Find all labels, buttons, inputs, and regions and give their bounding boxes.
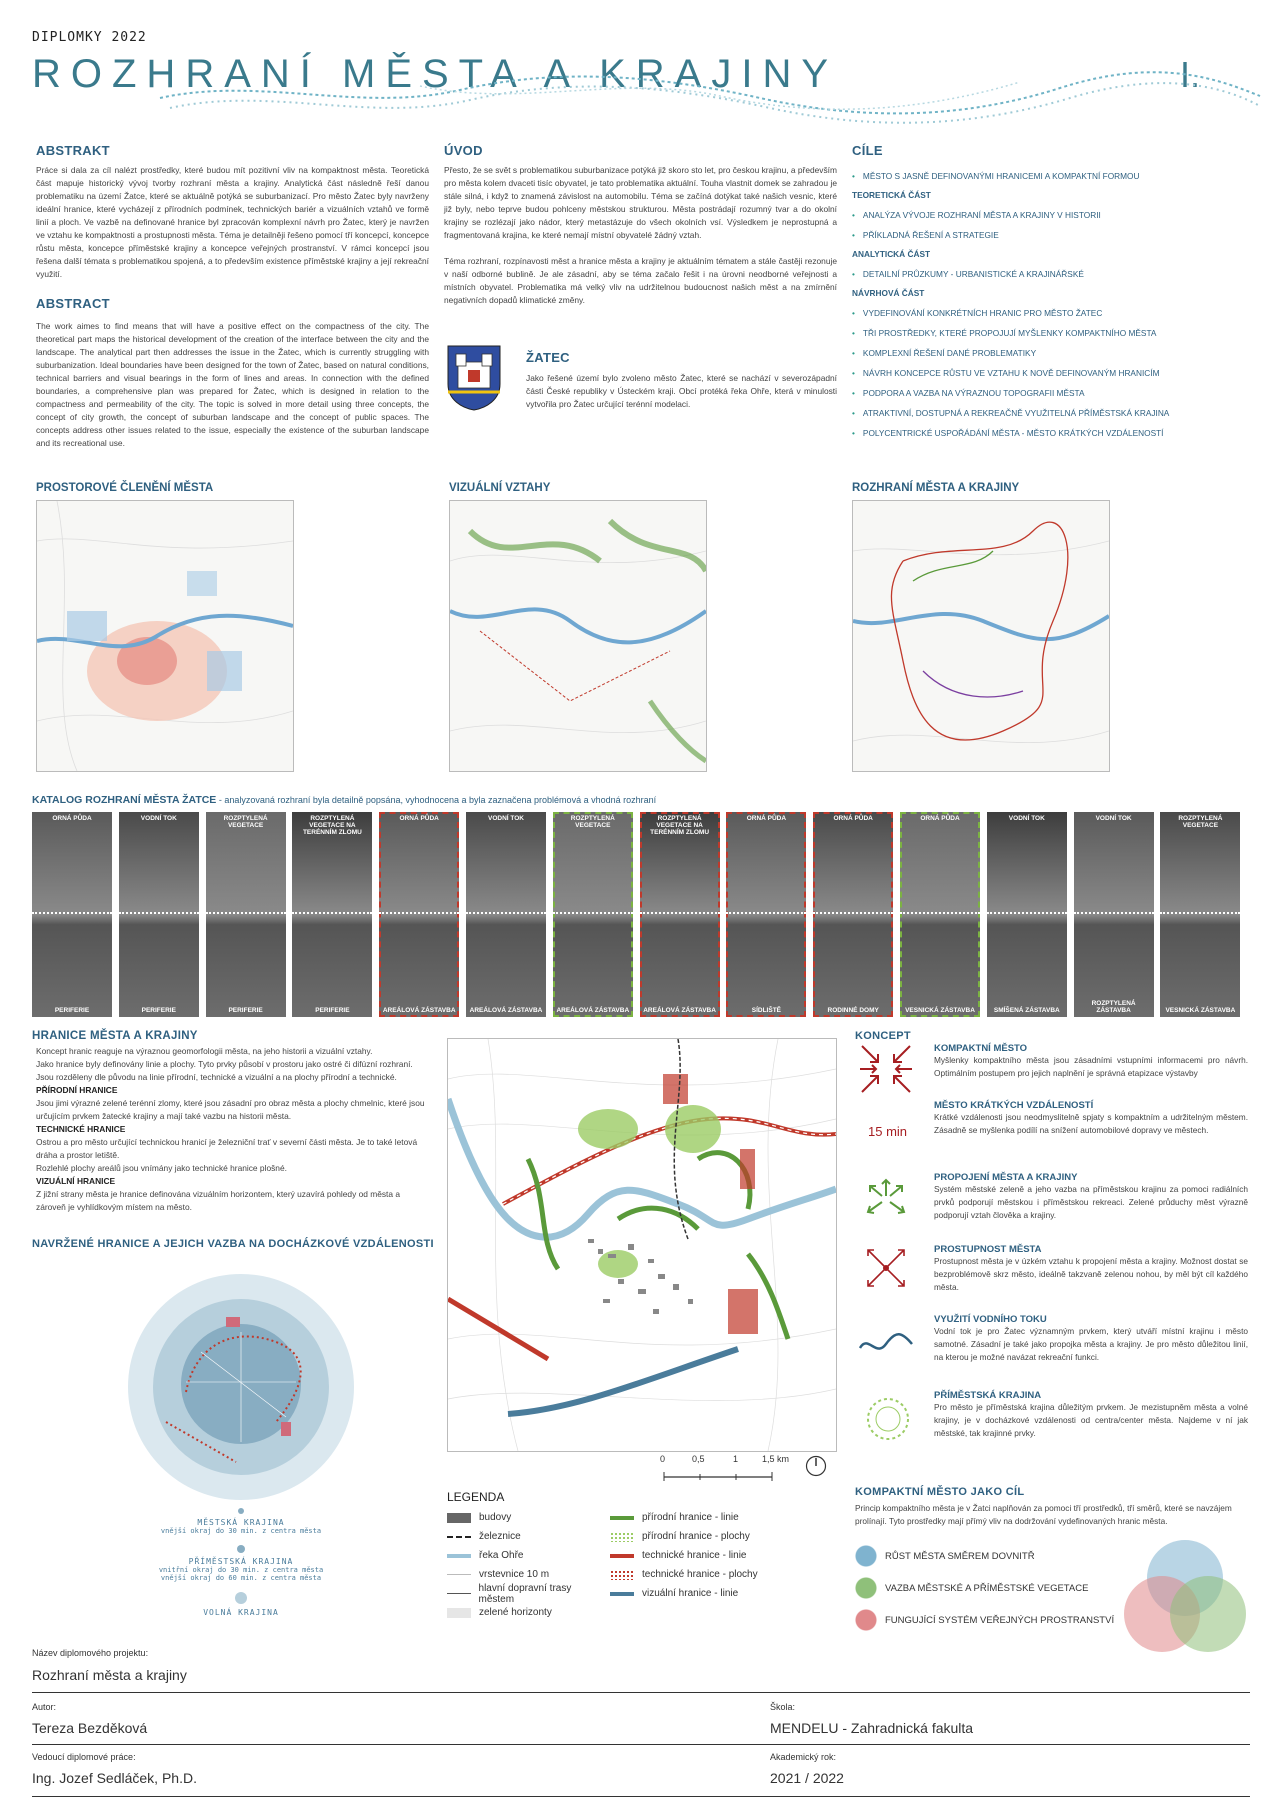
tile-boundary-line [1074, 912, 1154, 914]
tile-boundary-line [292, 912, 372, 914]
katalog-subtitle: - analyzovaná rozhraní byla detailně popsána, vyhodnocena a byla zaznačena problémová a vhodná rozhraní [216, 795, 657, 805]
walking-distance-circles [126, 1272, 356, 1502]
north-arrow-icon [805, 1455, 827, 1477]
river-swatch [447, 1554, 471, 1558]
cile-item: • ATRAKTIVNÍ, DOSTUPNÁ A REKREAČNĚ VYUŽITELNÁ PŘÍMĚSTSKÁ KRAJINA [852, 408, 1170, 418]
tile-boundary-line [1160, 912, 1240, 914]
natural-line-swatch [610, 1516, 634, 1520]
tile-bottom-label: PERIFERIE [54, 1007, 90, 1014]
permeability-icon [862, 1244, 910, 1292]
katalog-tile [292, 812, 372, 1017]
scale-05: 0,5 [692, 1454, 705, 1464]
kompakt-pills [855, 1545, 1115, 1631]
footer-author-value: Tereza Bezděková [32, 1720, 148, 1736]
hranice-heading: HRANICE MĚSTA A KRAJINY [32, 1030, 198, 1042]
header-wave-decoration [0, 68, 1280, 128]
katalog-tile [119, 812, 199, 1017]
tile-boundary-line [900, 912, 980, 914]
scale-15: 1,5 km [762, 1454, 790, 1464]
footer-divider [32, 1744, 1250, 1745]
tile-boundary-line [32, 912, 112, 914]
tile-top-label: ROZPTYLENÁ VEGETACE [1178, 815, 1223, 829]
kompakt-heading: KOMPAKTNÍ MĚSTO JAKO CÍL [855, 1486, 1025, 1498]
map-prostorove-cleneni [36, 500, 294, 772]
katalog-tile [379, 812, 459, 1017]
abstrakt-text: Práce si dala za cíl nalézt prostředky, které budou mít pozitivní vliv na kompaktnost města. Teoretická část mapuje historický vývoj tvorby rozhraní města a krajiny. Analytická část následně řeší danou problematiku na území Žatce, které se aktuálně potýká se suburbanizací. Pro město Žatec byly navrženy ideální hranice, které vycházejí z přírodních podmínek, technických bariér a vizuálních vztahů ve formě linií a ploch. Ve vazbě na definované hranice byl zpracován komplexní návrh pro Žatec, který je navržen ve vztahu ke kompaktnosti a prostupnosti města. Téma je detailněji řešeno pomocí tří koncepcí, koncepce růstu města, koncepce příměstské krajiny a koncepce veřejných prostranství. V rámci koncepcí jsou řešena další témata s problematikou spojená, a to především existence příměstské krajiny a její rekreační využití. [36, 165, 429, 279]
tile-bottom-label: AREÁLOVÁ ZÁSTAVBA [643, 1007, 716, 1014]
cile-item: • TŘI PROSTŘEDKY, KTERÉ PROPOJUJÍ MYŠLENKY KOMPAKTNÍHO MĚSTA [852, 328, 1157, 338]
katalog-title: KATALOG ROZHRANÍ MĚSTA ŽATCE [32, 794, 217, 806]
cile-section: TEORETICKÁ ČÁST [852, 190, 931, 200]
series-label: DIPLOMKY 2022 [32, 30, 147, 45]
katalog-tile [206, 812, 286, 1017]
tile-boundary-line [726, 912, 806, 914]
circles-legend: MĚSTSKÁ KRAJINA vnější okraj do 30 min. z centra města PŘÍMĚSTSKÁ KRAJINA vnitřní okraj do 30 min. z centra města vnější okraj do 60 min. z centra města VOLNÁ KRAJINA [126, 1508, 356, 1617]
tile-bottom-label: PERIFERIE [141, 1007, 176, 1014]
part-number: I. [1180, 54, 1201, 95]
koncept-item: PROSTUPNOST MĚSTA Prostupnost města je v úzkém vztahu k propojení města a krajiny. Možnost dostat se bezproblémově skrz město, ideálně takzvaně zelenou nohou, by měl být cíl každého města. [934, 1244, 1248, 1292]
katalog-tile [640, 812, 720, 1017]
legenda-left: budovy železnice řeka Ohře vrstevnice 10 m hlavní dopravní trasy městem zelené horizonty [447, 1508, 607, 1622]
katalog-tile [466, 812, 546, 1017]
tile-top-label: ROZPTYLENÁ VEGETACE [570, 815, 615, 829]
visual-line-swatch [610, 1592, 634, 1596]
cile-item: • PODPORA A VAZBA NA VÝRAZNOU TOPOGRAFII MĚSTA [852, 388, 1085, 398]
building-swatch [447, 1513, 471, 1523]
map3-heading: ROZHRANÍ MĚSTA A KRAJINY [852, 482, 1020, 494]
footer-divider [32, 1796, 1250, 1797]
cile-section: ANALYTICKÁ ČÁST [852, 249, 931, 259]
tile-bottom-label: AREÁLOVÁ ZÁSTAVBA [382, 1007, 456, 1014]
tile-top-label: ORNÁ PŮDA [746, 815, 787, 822]
zatec-heading: ŽATEC [526, 350, 570, 365]
tile-boundary-line [553, 912, 633, 914]
contour-swatch [447, 1574, 471, 1575]
cile-list [852, 166, 1252, 443]
katalog-heading [32, 794, 656, 806]
cile-item: • NÁVRH KONCEPCE RŮSTU VE VZTAHU K NOVĚ DEFINOVANÝM HRANICÍM [852, 368, 1160, 378]
tile-bottom-label: SÍDLIŠTĚ [751, 1007, 782, 1014]
scale-1: 1 [733, 1454, 739, 1464]
tile-boundary-line [987, 912, 1067, 914]
map-rozhrani [852, 500, 1110, 772]
map-hranice [447, 1038, 837, 1452]
tile-bottom-label: PERIFERIE [315, 1007, 350, 1014]
cile-item: • ANALÝZA VÝVOJE ROZHRANÍ MĚSTA A KRAJINY V HISTORII [852, 210, 1101, 220]
uvod-heading: ÚVOD [444, 143, 483, 158]
technical-line-swatch [610, 1554, 634, 1558]
abstract-text: The work aimes to find means that will have a positive effect on the compactness of the city. The theoretical part maps the historical development of the creation of the interface between the city and the landscape. The analytical part then addresses the issue in the Žatec, which is currently struggling with suburbanization. Ideal boundaries have been designed for the town of Žatec, based on natural conditions, technical barriers and visual bearings in the form of lines and areas. In connection with the defined boundaries, a comprehensive plan was prepared for Žatec, which is designed in relation to the compactness and permeability of the city. The topic is solved in more detail using three concepts, the concept of city growth, the concept of suburban landscape and the concept of public spaces. The concepts address other issues related to the issue, especially the existence of the suburban landscape and its recreational use. [36, 321, 429, 448]
tile-bottom-label: AREÁLOVÁ ZÁSTAVBA [469, 1007, 543, 1014]
pill-label: RŮST MĚSTA SMĚREM DOVNITŘ [885, 1550, 1035, 1562]
tile-bottom-label: SMÍŠENÁ ZÁSTAVBA [993, 1007, 1060, 1014]
map2-heading: VIZUÁLNÍ VZTAHY [449, 482, 551, 494]
tile-top-label: VODNÍ TOK [1095, 815, 1132, 822]
tile-top-label: ROZPTYLENÁ VEGETACE NA TERÉNNÍM ZLOMU [302, 815, 362, 836]
cile-item: • DETAILNÍ PRŮZKUMY - URBANISTICKÉ A KRAJINÁŘSKÉ [852, 269, 1084, 279]
tile-boundary-line [640, 912, 720, 914]
tile-top-label: ORNÁ PŮDA [833, 815, 873, 822]
footer-school-value: MENDELU - Zahradnická fakulta [770, 1720, 974, 1736]
abstract-heading: ABSTRACT [36, 296, 110, 311]
katalog-tile [1074, 812, 1154, 1017]
tile-bottom-label: VESNICKÁ ZÁSTAVBA [905, 1007, 975, 1014]
hranice-text: Koncept hranic reaguje na výraznou geomorfologii města, na jeho historii a vizuální vztahy. Jako hranice byly definovány linie a plochy. Tyto prvky působí v prostoru jako ostré či difúzní rozhraní. Jsou rozděleny dle původu na linie přírodní, technické a vizuální a na plochy přírodní a technické. PŘÍRODNÍ HRANICE Jsou jimi výrazné zelené terénní zlomy, které jsou zásadní pro obraz města a plochy chmelnic, které jsou určujícím prvkem žatecké krajiny a mají také vazbu na historii města. TECHNICKÉ HRANICE Ostrou a pro město určující technickou hranicí je železniční trať v severní části města. Je to také letová dráha a prostor letiště. Rozlehlé plochy areálů jsou vnímány jako technické hranice plošné. VIZUÁLNÍ HRANICE Z jižní strany města je hranice definována vizuálním horizontem, který uzavírá pohledy od města a zároveň je vyhlídkovým místem na město. [36, 1046, 425, 1212]
venn-diagram [1110, 1530, 1260, 1660]
tile-bottom-label: ROZPTYLENÁ ZÁSTAVBA [1091, 1000, 1136, 1014]
koncept-item: PROPOJENÍ MĚSTA A KRAJINY Systém městské zeleně a jeho vazba na příměstskou krajinu za pomoci radiálních prvků podporují městskou i příměstskou rekreaci. Zelené průduchy měst výrazně podporují vztah člověka a krajiny. [934, 1172, 1248, 1220]
abstrakt-heading: ABSTRAKT [36, 143, 110, 158]
rail-swatch [447, 1536, 471, 1538]
tile-boundary-line [379, 912, 459, 914]
footer-divider [32, 1692, 1250, 1693]
map1-heading: PROSTOROVÉ ČLENĚNÍ MĚSTA [36, 482, 214, 494]
legenda-right: přírodní hranice - linie přírodní hranice - plochy technické hranice - linie technické hranice - plochy vizuální hranice - linie [610, 1508, 830, 1603]
tile-top-label: ORNÁ PŮDA [399, 815, 439, 822]
suburban-landscape-icon [864, 1395, 912, 1443]
horizon-swatch [447, 1608, 471, 1618]
cile-item: • MĚSTO S JASNĚ DEFINOVANÝMI HRANICEMI A KOMPAKTNÍ FORMOU [852, 171, 1140, 181]
katalog-tile [726, 812, 806, 1017]
cile-heading: CÍLE [852, 143, 883, 158]
map-vizualni-vztahy [449, 500, 707, 772]
technical-area-swatch [610, 1570, 634, 1580]
tile-top-label: ROZPTYLENÁ VEGETACE NA TERÉNNÍM ZLOMU [650, 815, 710, 836]
tile-boundary-line [119, 912, 199, 914]
footer-lead-label: Vedoucí diplomové práce: [32, 1752, 136, 1762]
road-swatch [447, 1593, 471, 1594]
katalog-tile [813, 812, 893, 1017]
tile-top-label: ORNÁ PŮDA [920, 815, 960, 822]
connection-arrows-icon [862, 1176, 910, 1224]
tile-bottom-label: AREÁLOVÁ ZÁSTAVBA [556, 1007, 630, 1014]
natural-area-swatch [610, 1532, 634, 1542]
cile-section: NÁVRHOVÁ ČÁST [852, 288, 925, 298]
koncept-item: PŘÍMĚSTSKÁ KRAJINA Pro město je příměstská krajina důležitým prvkem. Je mezistupněm města a volné krajiny, je v docházkové vzdálenosti od centra/center města. Najdeme v ní jak městské, tak krajinné prvky. [934, 1390, 1248, 1438]
koncept-heading: KONCEPT [855, 1030, 911, 1042]
pill-label: VAZBA MĚSTSKÉ A PŘÍMĚSTSKÉ VEGETACE [885, 1582, 1089, 1594]
footer-year-value: 2021 / 2022 [770, 1770, 844, 1786]
cile-item: • PŘÍKLADNÁ ŘEŠENÍ A STRATEGIE [852, 230, 999, 240]
tile-bottom-label: VESNICKÁ ZÁSTAVBA [1165, 1007, 1236, 1014]
tile-bottom-label: RODINNÉ DOMY [827, 1007, 879, 1014]
cile-item: • POLYCENTRICKÉ USPOŘÁDÁNÍ MĚSTA - MĚSTO KRÁTKÝCH VZDÁLENOSTÍ [852, 428, 1164, 438]
scale-bar [660, 1468, 790, 1486]
tile-boundary-line [813, 912, 893, 914]
footer-year-label: Akademický rok: [770, 1752, 837, 1762]
tile-top-label: ORNÁ PŮDA [52, 815, 92, 822]
tile-top-label: ROZPTYLENÁ VEGETACE [223, 815, 268, 829]
compact-city-icon [858, 1042, 914, 1096]
cile-item: • KOMPLEXNÍ ŘEŠENÍ DANÉ PROBLEMATIKY [852, 348, 1037, 358]
footer-author-label: Autor: [32, 1702, 57, 1712]
legenda-heading: LEGENDA [447, 1490, 505, 1504]
uvod-paragraph-1: Přesto, že se svět s problematikou suburbanizace potýká již skoro sto let, pro českou krajinu, a především pro města kolem dvaceti tisíc obyvatel, je tato problematika aktuální. Touha vlastnit domek se zahradou je stále silná, i když to znamená závislost na automobilu. Téma se začíná dotýkat také našich vesnic, které již byly, nebo teprve budou pohlceny městskou strukturou. Města postrádají rozumný tvar a do okolní krajiny se rozlézají jako nádor, který metastázuje do všech okolních vsí. Výsledkem je neprostupná a fragmentovaná krajina, ke které nemají místní obyvatelé žádný vztah. [444, 165, 837, 240]
footer-name-label: Název diplomového projektu: [32, 1648, 149, 1658]
kompakt-text: Princip kompaktního města je v Žatci naplňován za pomoci tří prostředků, tří směrů, které se navzájem prolínají. Tyto prostředky mají přímý vliv na dodržování vydefinovaných hranic města. [855, 1503, 1232, 1526]
koncept-item: VYUŽITÍ VODNÍHO TOKU Vodní tok je pro Žatec významným prvkem, který utváří místní krajinu i město samotné. Zásadní je také jako propojka města a krajiny. Je pro město důležitou linií, na kterou je možné navázat rekreační funkci. [934, 1314, 1248, 1362]
tile-boundary-line [466, 912, 546, 914]
uvod-paragraph-2: Téma rozhraní, rozpínavosti měst a hranice města a krajiny je aktuálním tématem a stále častěji rezonuje v naší odborné bublině. Je ale zásadní, aby se téma začalo řešit i na úrovni neodborné veřejnosti a místních obyvatel. Problematika má velký vliv na udržitelnou budoucnost našich měst a na zmírnění negativních dopadů klimatické změny. [444, 256, 837, 305]
tile-boundary-line [206, 912, 286, 914]
circles-heading: NAVRŽENÉ HRANICE A JEJICH VAZBA NA DOCHÁZKOVÉ VZDÁLENOSTI [32, 1238, 434, 1250]
fifteen-min-badge: 15 min [868, 1124, 908, 1139]
scale-0: 0 [660, 1454, 666, 1464]
cile-item: • VYDEFINOVÁNÍ KONKRÉTNÍCH HRANIC PRO MĚSTO ŽATEC [852, 308, 1103, 318]
katalog-tile [1160, 812, 1240, 1017]
tile-top-label: VODNÍ TOK [1008, 815, 1045, 822]
footer-name-value: Rozhraní města a krajiny [32, 1667, 187, 1683]
footer-lead-value: Ing. Jozef Sedláček, Ph.D. [32, 1770, 197, 1786]
water-icon [858, 1330, 914, 1360]
tile-bottom-label: PERIFERIE [228, 1007, 263, 1014]
pill-label: FUNGUJÍCÍ SYSTÉM VEŘEJNÝCH PROSTRANSTVÍ [885, 1614, 1115, 1626]
page-title: ROZHRANÍ MĚSTA A KRAJINY [32, 52, 839, 96]
katalog-tile [987, 812, 1067, 1017]
zatec-coat-of-arms [446, 344, 502, 412]
tile-top-label: VODNÍ TOK [488, 815, 524, 822]
zatec-text: Jako řešené území bylo zvoleno město Žatec, které se nachází v severozápadní části České republiky v Ústeckém kraji. Obcí protéká řeka Ohře, která v minulosti vytvořila pro Žatec určující terénní modelaci. [526, 373, 837, 409]
footer-school-label: Škola: [770, 1702, 796, 1712]
tile-top-label: VODNÍ TOK [140, 815, 177, 822]
koncept-item: MĚSTO KRÁTKÝCH VZDÁLENOSTÍ Krátké vzdálenosti jsou neodmyslitelně spjaty s kompaktním a udržitelným městem. Zásadně se myšlenka podílí na snížení automobilové dopravy ve městech. [934, 1100, 1248, 1135]
katalog-tile [553, 812, 633, 1017]
katalog-tile [900, 812, 980, 1017]
koncept-item: KOMPAKTNÍ MĚSTO Myšlenky kompaktního města jsou zásadními vstupními informacemi pro návrh. Optimálním postupem pro jejich naplnění je správná etapizace výstavby [934, 1043, 1248, 1078]
katalog-tile [32, 812, 112, 1017]
